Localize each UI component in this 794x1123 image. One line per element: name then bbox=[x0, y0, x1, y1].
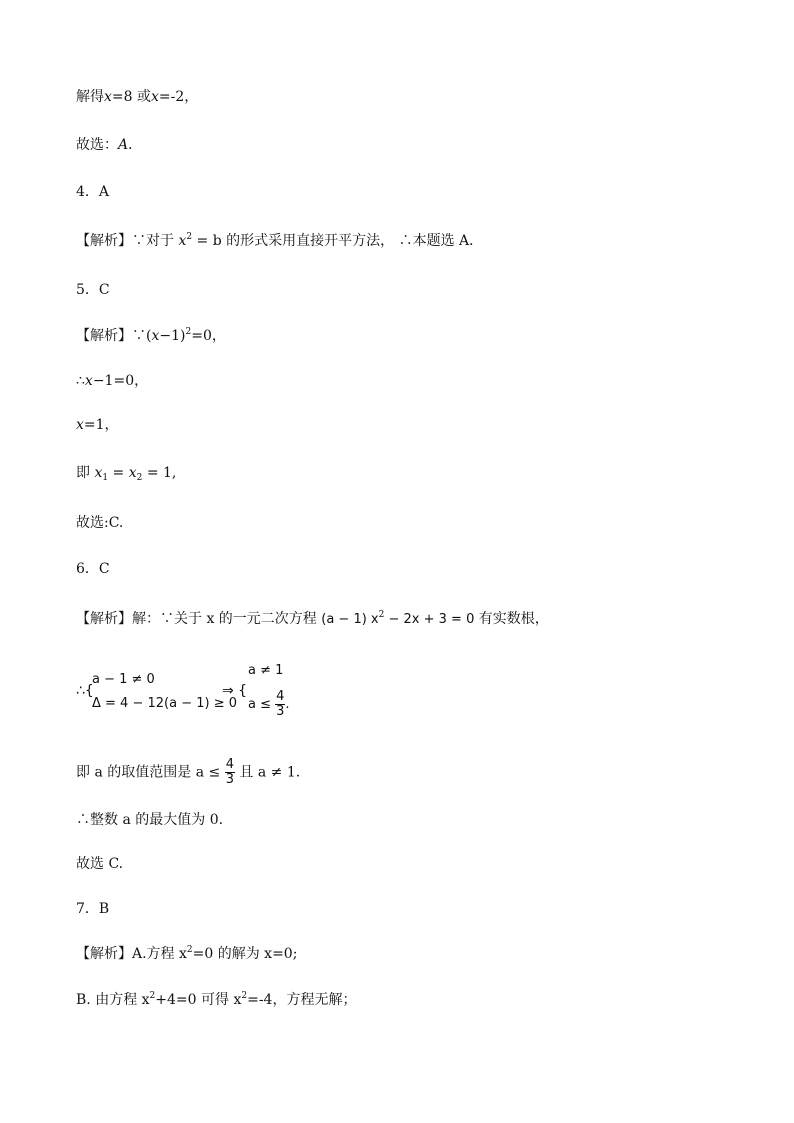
text-option-b: B. 由方程 x bbox=[76, 992, 150, 1008]
text-period: ． bbox=[128, 137, 143, 153]
denominator: 3 bbox=[276, 704, 285, 719]
text-no-solution: =-4，方程无解； bbox=[247, 992, 357, 1008]
text-analysis-prefix: 【解析】∵( bbox=[76, 328, 152, 344]
system-row-1: a − 1 ≠ 0 bbox=[92, 672, 155, 687]
equation-part1: (a − 1) x bbox=[321, 612, 379, 627]
text-minus-one: −1) bbox=[159, 328, 186, 344]
text-analysis-rest: = b 的形式采用直接开平方法， ∴本题选 A． bbox=[192, 233, 484, 249]
therefore-brace: ∴{ bbox=[76, 683, 94, 699]
text-analysis-prefix: 【解析】∵对于 bbox=[76, 233, 179, 249]
subscript-1: 1 bbox=[102, 473, 109, 483]
var-x: x bbox=[151, 328, 160, 344]
a-leq: a ≤ bbox=[248, 697, 276, 712]
answer-letter: A bbox=[118, 137, 129, 153]
question-5-analysis-line3 bbox=[76, 416, 119, 434]
question-5-analysis-line2 bbox=[76, 372, 148, 390]
exponent-2: 2 bbox=[378, 610, 385, 620]
question-5-analysis-line4 bbox=[76, 464, 176, 482]
var-x: x bbox=[104, 89, 112, 105]
var-x: x bbox=[76, 417, 84, 433]
question-7-answer: 7．B bbox=[76, 901, 110, 917]
text-solution-zero: =0 的解为 x=0; bbox=[192, 946, 298, 962]
exponent-2: 2 bbox=[186, 232, 193, 242]
question-6-analysis-line1 bbox=[76, 610, 549, 629]
equation-part2: − 2x + 3 = 0 bbox=[384, 612, 475, 627]
text-plus4-gives: +4=0 可得 x bbox=[155, 992, 242, 1008]
solution-line-x-values bbox=[76, 88, 198, 106]
question-5-choice: 故选:C. bbox=[76, 515, 124, 531]
text-analysis-prefix: 【解析】解：∵关于 x 的一元二次方程 bbox=[76, 611, 322, 627]
question-7-analysis-b bbox=[76, 991, 356, 1009]
numerator: 4 bbox=[276, 689, 285, 704]
var-x2: x bbox=[128, 465, 137, 481]
denominator: 3 bbox=[225, 772, 234, 787]
implies-brace: ⇒ { bbox=[222, 683, 248, 699]
therefore-symbol: ∴ bbox=[76, 373, 85, 389]
exponent-2: 2 bbox=[186, 945, 193, 955]
exponent-2: 2 bbox=[185, 327, 192, 337]
var-x1: x bbox=[94, 465, 103, 481]
question-4-analysis bbox=[76, 232, 483, 250]
var-x: x bbox=[178, 233, 187, 249]
question-6-analysis-range bbox=[76, 758, 300, 787]
question-6-max-integer: ∴整数 a 的最大值为 0. bbox=[76, 812, 224, 828]
exponent-2: 2 bbox=[149, 991, 156, 1001]
period: . bbox=[285, 697, 290, 712]
fraction-four-thirds bbox=[275, 690, 285, 719]
text-minus-one-eq-zero: −1=0， bbox=[92, 373, 149, 389]
text-option-a: 【解析】A.方程 x bbox=[76, 946, 187, 962]
numerator: 4 bbox=[225, 757, 234, 772]
text-solved: 解得 bbox=[76, 89, 104, 105]
text-range: 即 a 的取值范围是 a ≤ bbox=[76, 764, 225, 781]
text-choose: 故选： bbox=[76, 137, 118, 153]
question-6-answer: 6．C bbox=[76, 561, 110, 577]
text-has-real-roots: 有实数根， bbox=[474, 611, 549, 627]
text-eq-zero: =0， bbox=[191, 328, 226, 344]
var-x: x bbox=[151, 89, 159, 105]
text-eq-one: =1， bbox=[83, 417, 119, 433]
question-5-answer: 5．C bbox=[76, 282, 110, 298]
text-and-a-neq-1: 且 a ≠ 1. bbox=[234, 764, 301, 781]
subscript-2: 2 bbox=[136, 473, 143, 483]
text-eq8-or: =8 或 bbox=[111, 89, 151, 105]
text-namely: 即 bbox=[76, 465, 95, 481]
system-row-2: Δ = 4 − 12(a − 1) ≥ 0 bbox=[92, 696, 237, 711]
text-eq-minus2: =-2， bbox=[158, 89, 199, 105]
result-row-2 bbox=[248, 690, 290, 719]
question-4-answer: 4．A bbox=[76, 184, 110, 200]
equals-sign: = bbox=[108, 465, 129, 481]
result-row-1: a ≠ 1 bbox=[248, 663, 284, 678]
var-x: x bbox=[84, 373, 93, 389]
answer-line-a bbox=[76, 136, 142, 154]
fraction-four-thirds bbox=[225, 758, 235, 787]
text-eq-one: = 1, bbox=[142, 465, 177, 481]
question-6-choice: 故选 C. bbox=[76, 856, 124, 872]
question-7-analysis-a bbox=[76, 945, 297, 963]
question-5-analysis-line1 bbox=[76, 327, 226, 345]
exponent-2: 2 bbox=[241, 991, 248, 1001]
